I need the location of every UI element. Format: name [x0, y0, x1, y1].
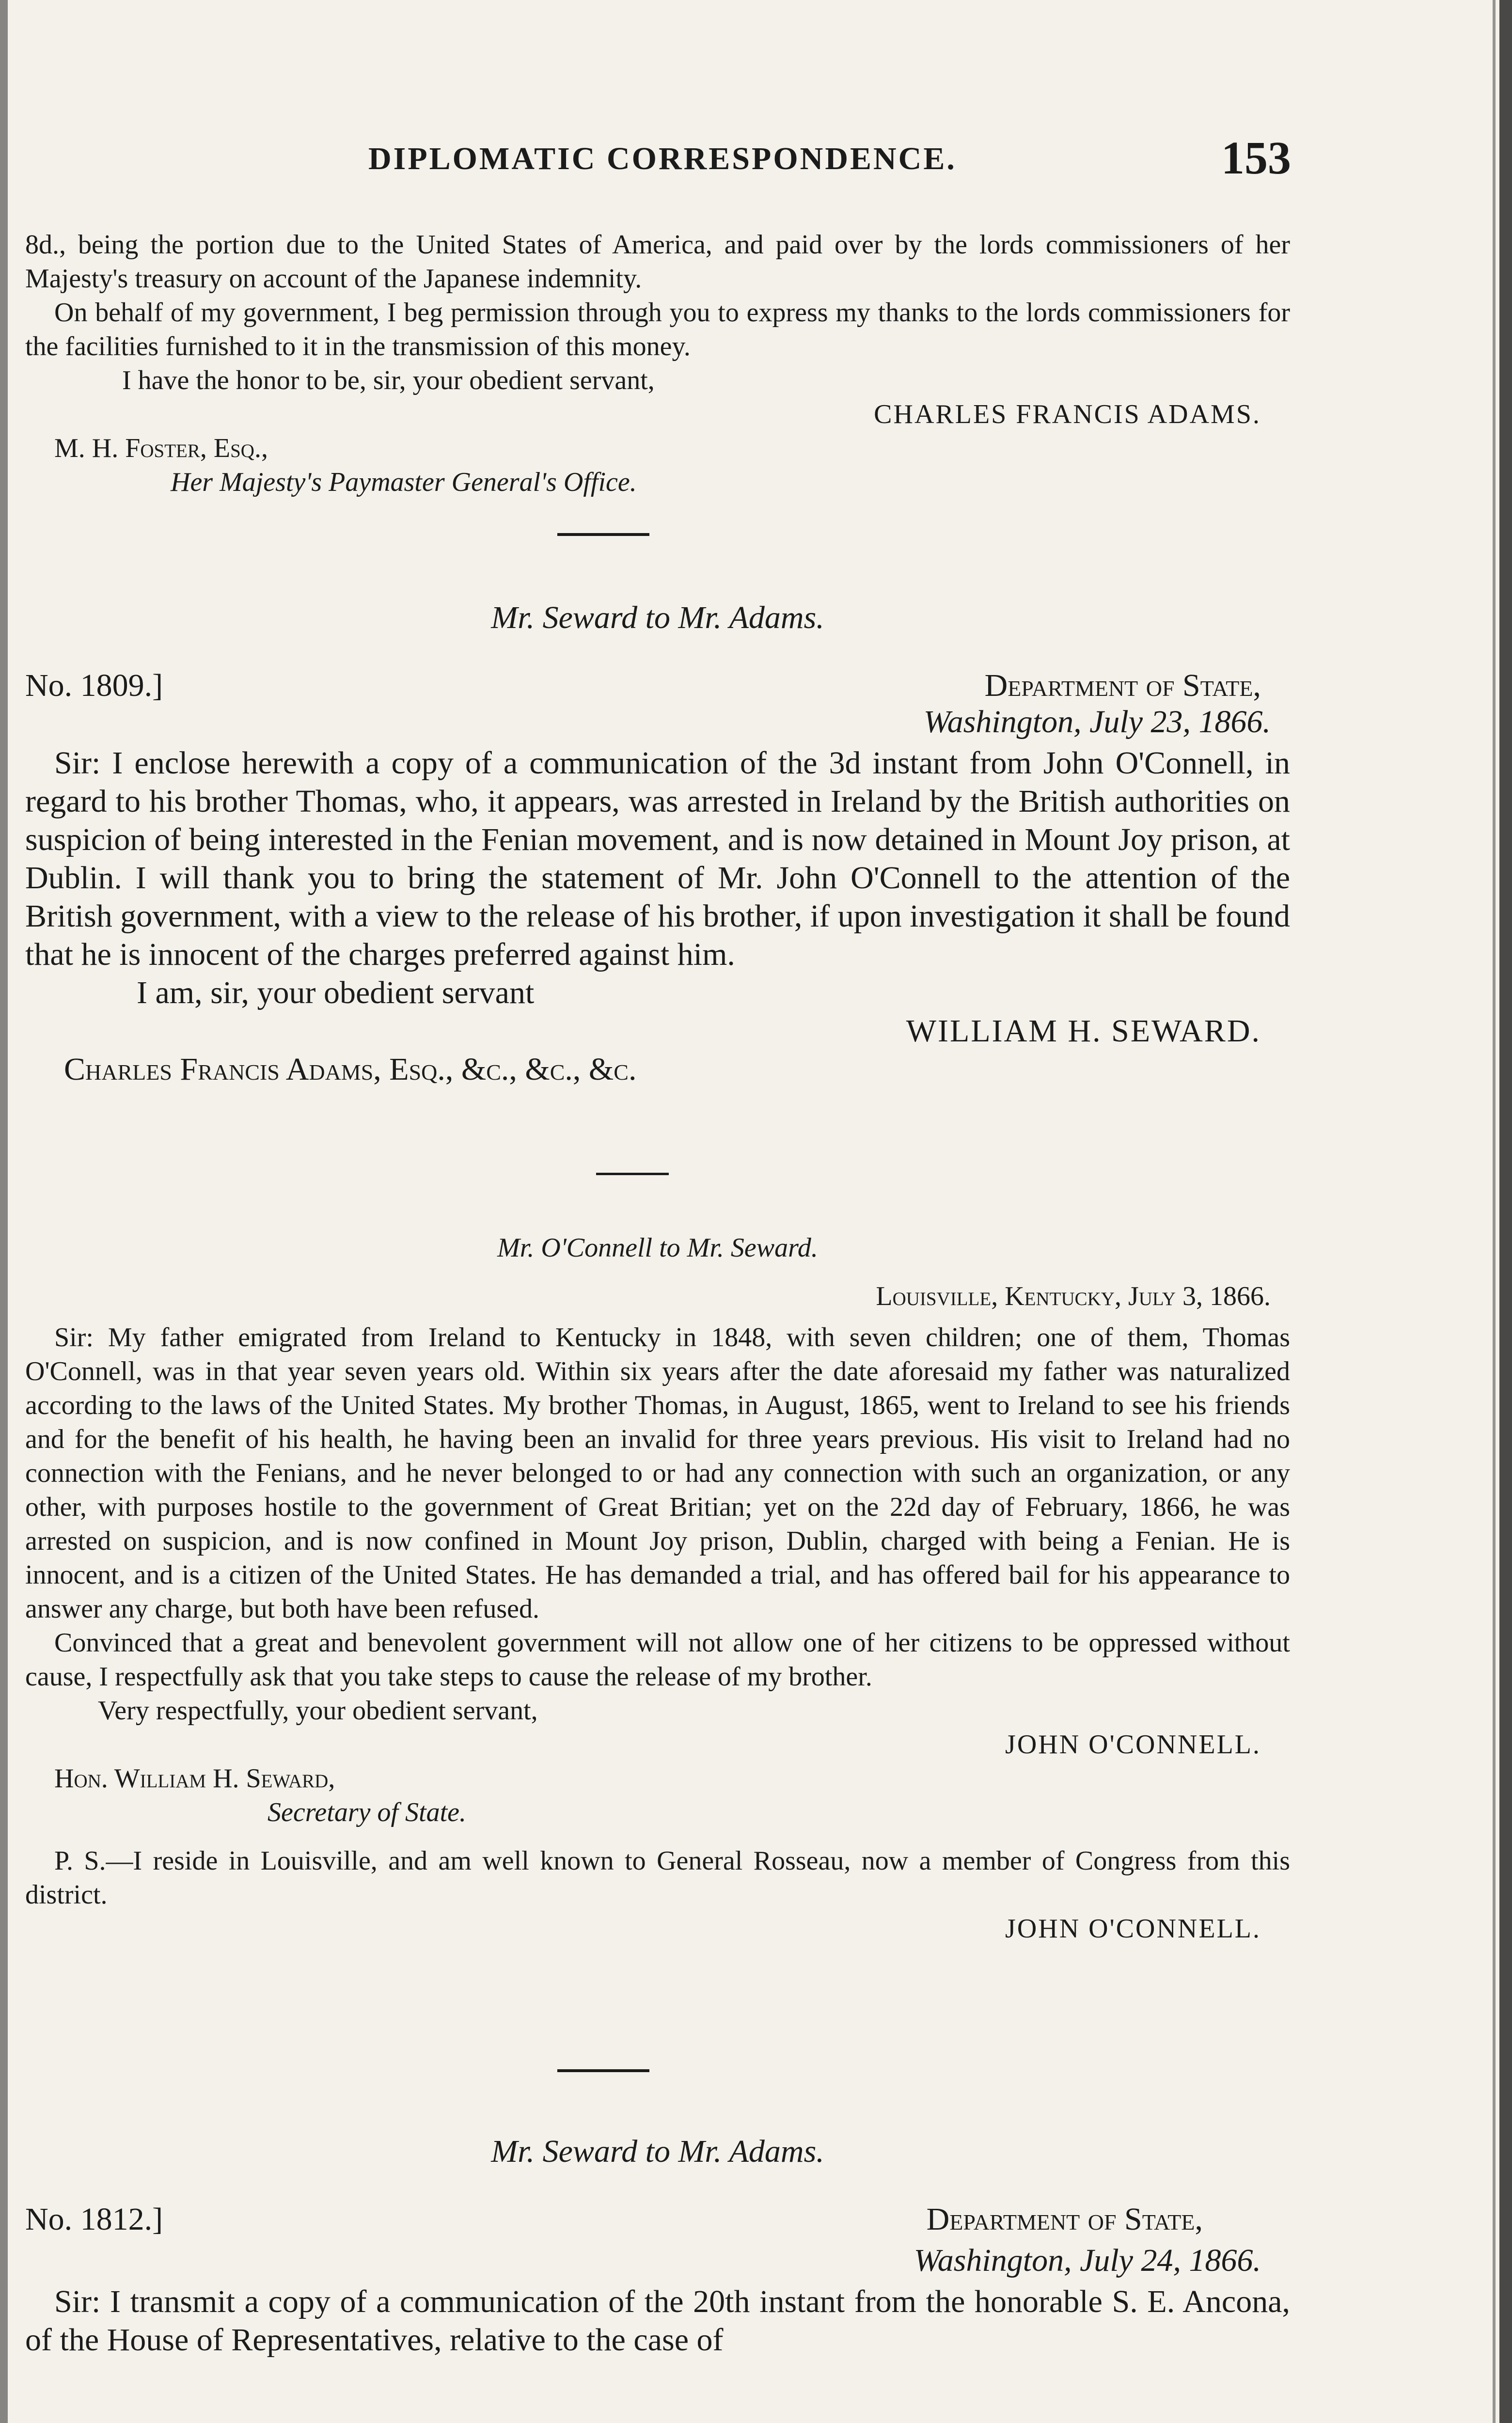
- page-right-edge: [1499, 0, 1512, 2423]
- letter4-dateline: Washington, July 24, 1866.: [914, 2243, 1261, 2278]
- letter3-ps-signature: JOHN O'CONNELL.: [1005, 1914, 1261, 1944]
- section-divider-3: [557, 2069, 649, 2072]
- letter3-heading: Mr. O'Connell to Mr. Seward.: [497, 1233, 818, 1263]
- page-right-edge-line: [1493, 0, 1496, 2423]
- letter1-addressee-title: Her Majesty's Paymaster General's Office.: [171, 467, 637, 497]
- section-divider-1: [557, 533, 649, 536]
- letter4-date-row: [25, 2241, 1290, 2280]
- section-divider-2: [596, 1173, 669, 1175]
- letter2-closing: I am, sir, your obedient servant: [137, 975, 535, 1010]
- letter2-body: [25, 744, 1290, 1088]
- letter3-paragraph-1: Sir: My father emigrated from Ireland to Kentucky in 1848, with seven children; one of them, Thomas O'Connell, was in that year seven years old. Within six years after the date aforesaid my father was naturalized according to the laws of the United States. My brother Thomas, in August, 1865, went to Ireland to see his friends and for the benefit of his health, he having been an invalid for three years previous. His visit to Ireland had no connection with the Fenians, and he never belonged to or had any connection with such an organization, or any other, with purposes hostile to the government of Great Britian; yet on the 22d day of February, 1866, he was arrested on suspicion, and is now confined in Mount Joy prison, Dublin, charged with being a Fenian. He is innocent, and is a citizen of the United States. He has demanded a trial, and has offered bail for his appearance to answer any charge, but both have been refused.: [25, 1322, 1290, 1624]
- letter3-addressee-title: Secretary of State.: [268, 1797, 467, 1827]
- letter1-signature: CHARLES FRANCIS ADAMS.: [874, 399, 1261, 429]
- letter4-department: Department of State,: [926, 2202, 1203, 2237]
- letter2-paragraph: Sir: I enclose herewith a copy of a communication of the 3d instant from John O'Connell, in regard to his brother Thomas, who, it appears, was arrested in Ireland by the British authorities on suspicion of being interested in the Fenian movement, and is now detained in Mount Joy prison, at Dublin. I will thank you to bring the statement of Mr. John O'Connell to the attention of the British government, with a view to the release of his brother, if upon investigation it shall be found that he is innocent of the charges preferred against him.: [25, 745, 1290, 972]
- letter3-date-row: [25, 1279, 1290, 1313]
- letter2-number: No. 1809.]: [25, 668, 163, 703]
- letter1-body: [25, 228, 1290, 499]
- letter4-paragraph: Sir: I transmit a copy of a communication of the 20th instant from the honorable S. E. Ancona, of the House of Representatives, relative to the case of: [25, 2284, 1290, 2358]
- letter1-paragraph-1: 8d., being the portion due to the United States of America, and paid over by the lords commissioners of her Majesty's treasury on account of the Japanese indemnity.: [25, 230, 1290, 294]
- letter2-department: Department of State,: [984, 668, 1261, 703]
- letter2-addressee: Charles Francis Adams, Esq., &c., &c., &c.: [64, 1052, 637, 1087]
- letter1-addressee-name: M. H. Foster, Esq.,: [54, 433, 268, 463]
- letter2-heading: Mr. Seward to Mr. Adams.: [491, 600, 824, 635]
- letter4-body: [25, 2282, 1290, 2359]
- letter3-signature: JOHN O'CONNELL.: [1005, 1730, 1261, 1760]
- letter1-paragraph-2: On behalf of my government, I beg permission through you to express my thanks to the lords commissioners for the facilities furnished to it in the transmission of this money.: [25, 298, 1290, 362]
- letter2-dateline-row: [25, 666, 1290, 705]
- letter4-heading: Mr. Seward to Mr. Adams.: [491, 2134, 824, 2169]
- page-number: 153: [1221, 132, 1291, 184]
- letter3-closing: Very respectfully, your obedient servant,: [98, 1696, 538, 1726]
- letter2-date-row: [25, 703, 1290, 741]
- letter3-dateline: Louisville, Kentucky, July 3, 1866.: [876, 1281, 1271, 1311]
- letter2-dateline: Washington, July 23, 1866.: [923, 704, 1271, 739]
- letter4-number: No. 1812.]: [25, 2202, 163, 2237]
- letter3-postscript: P. S.—I reside in Louisville, and am well known to General Rosseau, now a member of Congress from this district.: [25, 1846, 1290, 1910]
- letter3-addressee-name: Hon. William H. Seward,: [54, 1763, 335, 1794]
- letter1-closing: I have the honor to be, sir, your obedient servant,: [122, 365, 655, 395]
- page-left-edge: [0, 0, 8, 2423]
- running-head: DIPLOMATIC CORRESPONDENCE.: [368, 141, 957, 176]
- letter2-signature: WILLIAM H. SEWARD.: [906, 1013, 1261, 1049]
- letter3-paragraph-2: Convinced that a great and benevolent government will not allow one of her citizens to be oppressed without cause, I respectfully ask that you take steps to cause the release of my brother.: [25, 1628, 1290, 1692]
- letter4-dateline-row: [25, 2200, 1290, 2239]
- letter3-body: [25, 1321, 1290, 1946]
